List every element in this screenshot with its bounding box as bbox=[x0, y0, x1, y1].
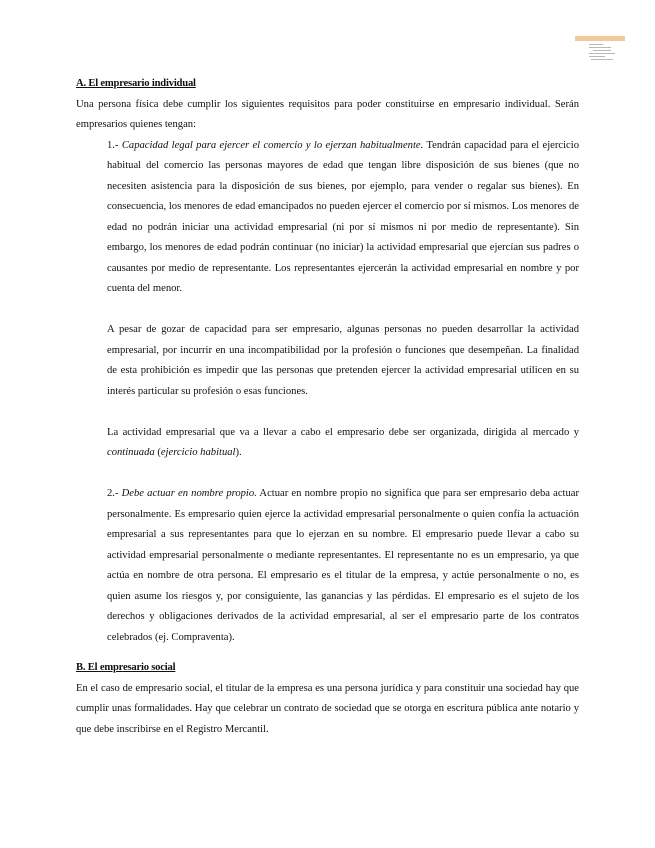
activity-paragraph bbox=[107, 423, 579, 464]
requirement-1 bbox=[107, 136, 579, 300]
requirement-2-title: Debe actuar en nombre propio. bbox=[121, 488, 257, 499]
incompatibility-paragraph: A pesar de gozar de capacidad para ser empresario, algunas personas no pueden desarrollar la actividad empresarial, por incurrir en una incompatibilidad por la profesión o funciones que desempeñan. La finalidad de esta prohibición es impedir que las personas que pretenden ejercer la actividad empresarial utilicen en su interés particular su profesión o esas funciones. bbox=[107, 324, 579, 397]
activity-italic-2: ejercicio habitual bbox=[160, 447, 236, 458]
requirement-2-prefix: 2.- bbox=[107, 488, 122, 499]
section-b-heading: B. El empresario social bbox=[76, 662, 176, 673]
activity-italic-1: continuada bbox=[107, 447, 155, 458]
logo-accent-bar bbox=[575, 36, 625, 41]
section-a-list bbox=[107, 136, 579, 649]
section-a-heading: A. El empresario individual bbox=[76, 78, 196, 89]
section-b-text: En el caso de empresario social, el titular de la empresa es una persona jurídica y para constituir una sociedad hay que cumplir unas formalidades. Hay que celebrar un contrato de sociedad que se otorga en escritura pública ante notario y que debe inscribirse en el Registro Mercantil. bbox=[76, 682, 579, 735]
requirement-1-text: Tendrán capacidad para el ejercicio habitual del comercio las personas mayores de edad que tengan libre disposición de sus bienes (que no necesiten asistencia para la disposición de sus bienes, por ejemplo, para vender o regalar sus bienes). En consecuencia, los menores de edad emancipados no pueden ejercer el comercio por sí mismos. Los menores de edad no podrán iniciar una actividad empresarial (ni por sí mismos ni por medio de representante). Sin embargo, los menores de edad podrán continuar (no iniciar) la actividad empresarial que ejercían sus padres o causantes por medio de representante. Los representantes ejercerán la actividad empresarial en nombre y por cuenta del menor. bbox=[107, 139, 579, 294]
requirement-2 bbox=[107, 484, 579, 648]
activity-text-3: ). bbox=[235, 447, 242, 458]
requirement-1-title: Capacidad legal para ejercer el comercio y lo ejerzan habitualmente. bbox=[121, 139, 424, 151]
header-logo-thumbnail bbox=[575, 36, 625, 66]
activity-text-2: ( bbox=[154, 447, 161, 458]
requirement-1-prefix: 1.- bbox=[107, 139, 122, 151]
activity-text-1: La actividad empresarial que va a llevar a cabo el empresario debe ser organizada, dirigida al mercado y bbox=[107, 426, 579, 438]
document-body bbox=[76, 74, 579, 740]
section-a-intro: Una persona física debe cumplir los siguientes requisitos para poder constituirse en empresario individual. Serán empresarios quienes tengan: bbox=[76, 98, 579, 130]
requirement-2-text: Actuar en nombre propio no significa que para ser empresario deba actuar personalmente. Es empresario quien ejerce la actividad empresarial personalmente o quien confía la actuación empresarial a sus representantes para que lo ejerzan en su nombre. El empresario puede llevar a cabo su actividad empresarial personalmente o mediante representantes. El representante no es un empresario, ya que actúa en nombre de otra persona. El empresario es el titular de la empresa, y actúe personalmente o no, es quien asume los riesgos y, por consiguiente, las ganancias y las pérdidas. El empresario es el sujeto de los derechos y obligaciones derivados de la actividad empresarial, al ser el empresario parte de los contratos celebrados (ej. Compraventa). bbox=[107, 488, 580, 643]
